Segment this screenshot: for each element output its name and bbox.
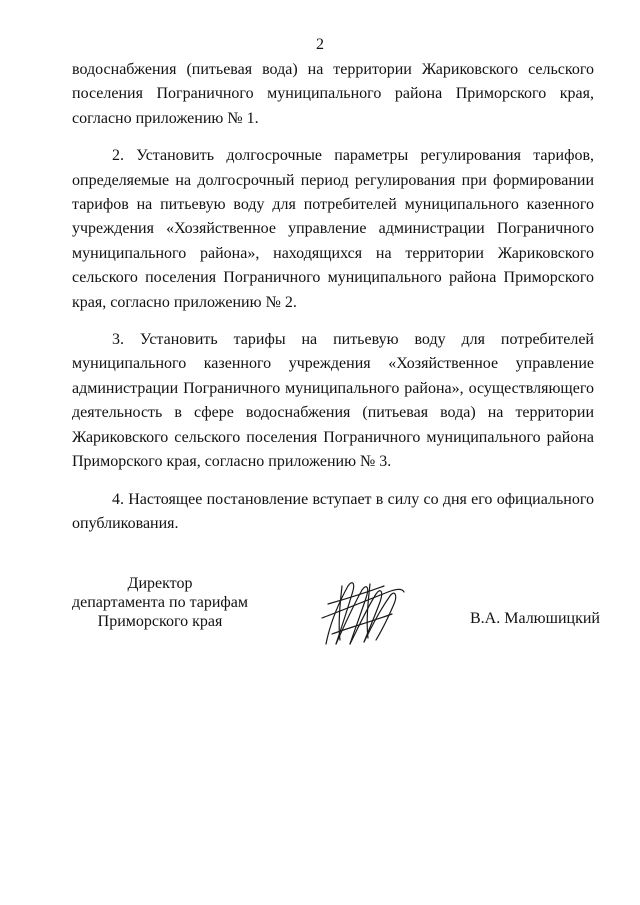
signer-name: В.А. Малюшицкий — [470, 610, 600, 627]
signer-title-line-2: департамента по тарифам — [71, 594, 249, 611]
page-number: 2 — [316, 36, 324, 53]
signer-title-line-3: Приморского края — [97, 613, 223, 630]
paragraph-3: 3. Установить тарифы на питьевую воду для потребителей муниципального казенного учреждения «Хозяйственное управление администрации Пограничного муниципального района», осуществляющего деятельность в сфере водоснабжения (питьевая вода) на территории Жариковского сельского поселения Пограничного муниципального района Приморского края, согласно приложению № 3. — [72, 331, 594, 471]
paragraph-2: 2. Установить долгосрочные параметры регулирования тарифов, определяемые на долгосрочный период регулирования при формировании тарифов на питьевую воду для потребителей муниципального казенного учреждения «Хозяйственное управление администрации Пограничного муниципального района», находящихся на территории Жариковского сельского поселения Пограничного муниципального района Приморского края, согласно приложению № 2. — [72, 147, 594, 311]
signer-title — [70, 574, 250, 631]
signature-block — [0, 574, 640, 654]
handwritten-signature — [318, 574, 408, 649]
signer-title-line-1: Директор — [127, 575, 193, 592]
paragraph-continuation: водоснабжения (питьевая вода) на территории Жариковского сельского поселения Пограничного муниципального района Приморского края, согласно приложению № 1. — [72, 61, 594, 127]
paragraph-4: 4. Настоящее постановление вступает в силу со дня его официального опубликования. — [72, 490, 594, 532]
document-body — [72, 58, 594, 549]
